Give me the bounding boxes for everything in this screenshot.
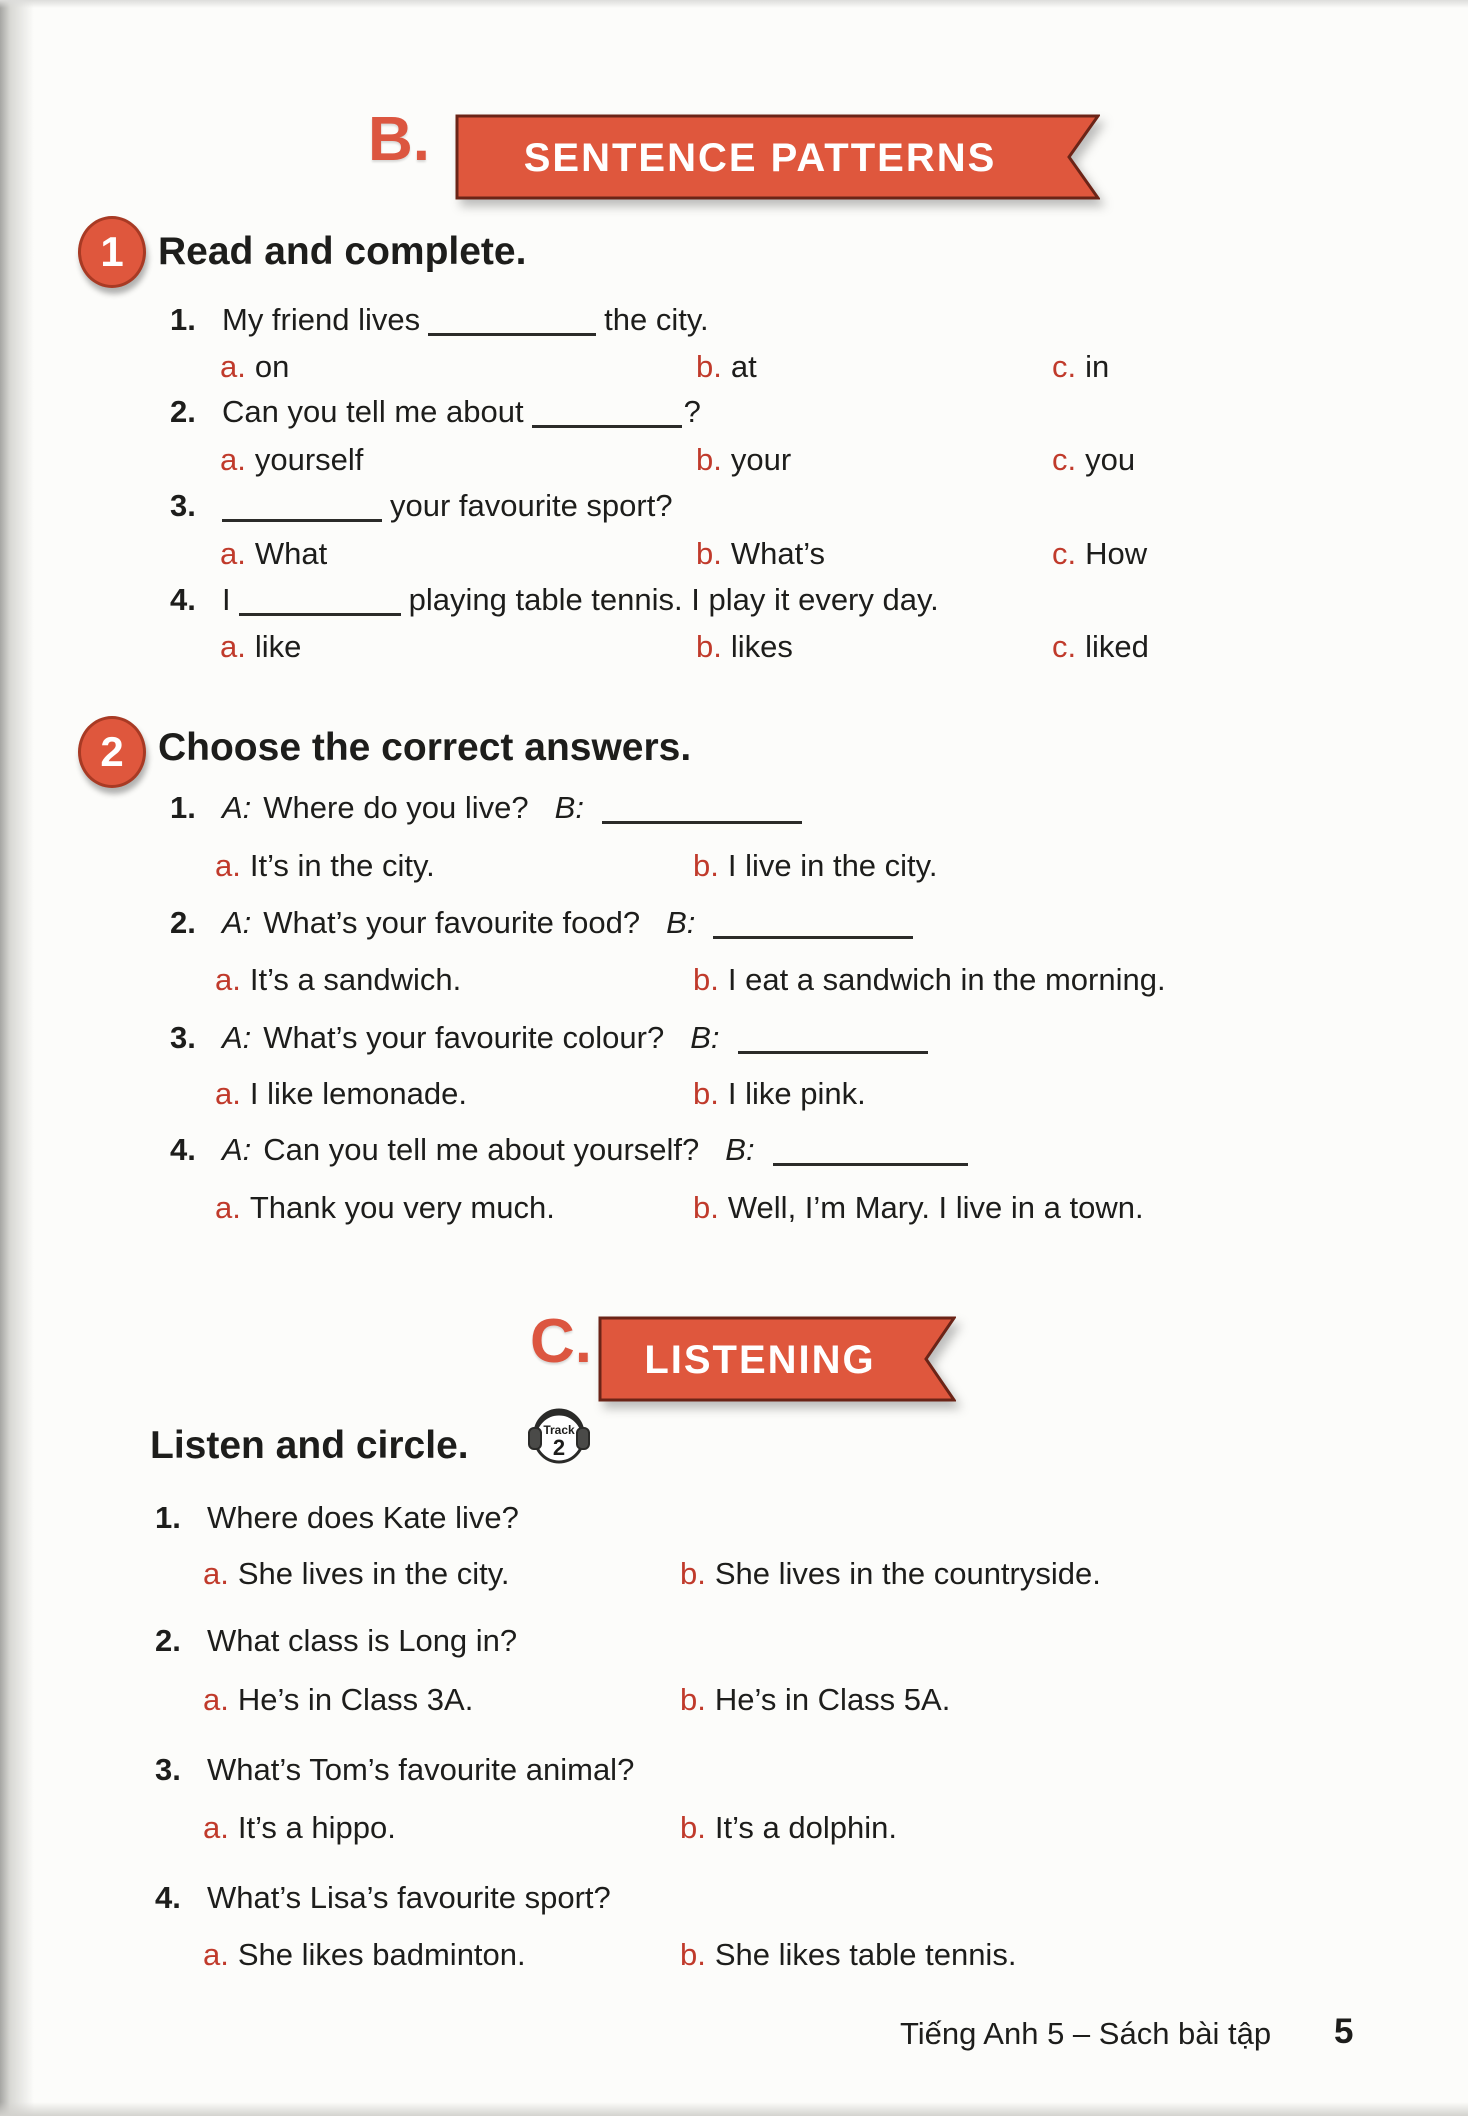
- option-letter: c.: [1052, 349, 1077, 384]
- track-number: 2: [552, 1435, 566, 1460]
- option-a: [215, 962, 461, 998]
- exercise1-title: Read and complete.: [158, 230, 527, 273]
- option-b: [693, 848, 937, 884]
- fill-blank: [239, 612, 401, 616]
- question-text-after: playing table tennis. I play it every day.: [408, 582, 939, 617]
- option-b: [693, 1190, 1144, 1226]
- option-a: [203, 1937, 526, 1973]
- question-text: Can you tell me about yourself?: [263, 1132, 700, 1167]
- option-a: [215, 1076, 467, 1112]
- listening-question-4: [155, 1880, 611, 1916]
- track-label: Track: [543, 1423, 575, 1437]
- option-letter: a.: [215, 1076, 241, 1111]
- section-b-title: SENTENCE PATTERNS: [523, 136, 997, 180]
- option-a: [220, 349, 289, 385]
- option-letter: b.: [693, 1076, 719, 1111]
- question-text: What’s your favourite food?: [263, 905, 641, 940]
- option-text: It’s a sandwich.: [249, 962, 462, 997]
- option-b: [680, 1682, 950, 1718]
- listening-title: Listen and circle.: [150, 1424, 469, 1467]
- speaker-a-label: A:: [222, 1132, 252, 1167]
- option-c: [1052, 349, 1109, 385]
- speaker-b-label: B:: [690, 1020, 720, 1055]
- ex2-q1-options: [0, 848, 1468, 890]
- listening-q3-options: [0, 1810, 1468, 1852]
- option-letter: c.: [1052, 442, 1077, 477]
- headphone-earcup-right: [577, 1428, 589, 1449]
- option-text: She likes badminton.: [237, 1937, 526, 1972]
- option-letter: a.: [215, 1190, 241, 1225]
- option-letter: b.: [680, 1810, 706, 1845]
- option-c: [1052, 442, 1135, 478]
- ex2-q2-options: [0, 962, 1468, 1004]
- exercise1-badge: [78, 216, 146, 288]
- ex2-q4-options: [0, 1190, 1468, 1232]
- speaker-b-label: B:: [725, 1132, 755, 1167]
- option-text: I like pink.: [727, 1076, 866, 1111]
- ex1-q3-options: [0, 536, 1468, 578]
- option-letter: b.: [696, 536, 722, 571]
- question-number: 1.: [170, 790, 196, 825]
- question-number: 2.: [170, 905, 196, 940]
- page-scan-left-edge: [0, 0, 34, 2116]
- question-text: What class is Long in?: [207, 1623, 518, 1658]
- option-text: I like lemonade.: [249, 1076, 467, 1111]
- option-b: [680, 1810, 897, 1846]
- option-letter: a.: [220, 442, 246, 477]
- section-c-letter: C.: [530, 1307, 592, 1376]
- option-letter: a.: [220, 536, 246, 571]
- option-letter: b.: [696, 629, 722, 664]
- listening-q4-options: [0, 1937, 1468, 1979]
- option-text: Well, I’m Mary. I live in a town.: [727, 1190, 1144, 1225]
- option-b: [696, 442, 791, 478]
- question-text: What’s Lisa’s favourite sport?: [207, 1880, 611, 1915]
- option-letter: b.: [680, 1937, 706, 1972]
- question-text-after: ?: [683, 394, 701, 429]
- option-a: [203, 1556, 510, 1592]
- option-a: [203, 1810, 396, 1846]
- option-text: yourself: [254, 442, 364, 477]
- listening-q2-options: [0, 1682, 1468, 1724]
- option-b: [680, 1556, 1101, 1592]
- option-text: He’s in Class 5A.: [714, 1682, 951, 1717]
- answer-blank: [713, 935, 913, 939]
- option-letter: a.: [215, 848, 241, 883]
- option-a: [215, 1190, 555, 1226]
- option-letter: a.: [203, 1682, 229, 1717]
- option-text: in: [1085, 349, 1110, 384]
- exercise2-badge-number: 2: [100, 728, 124, 775]
- option-text: How: [1085, 536, 1148, 571]
- exercise2-badge: [78, 716, 146, 788]
- question-text: What’s Tom’s favourite animal?: [207, 1752, 635, 1787]
- option-letter: a.: [203, 1556, 229, 1591]
- question-text-after: the city.: [604, 302, 709, 337]
- option-letter: b.: [680, 1682, 706, 1717]
- ex2-question-1: [170, 790, 810, 826]
- option-text: on: [254, 349, 290, 384]
- option-text: He’s in Class 3A.: [237, 1682, 474, 1717]
- fill-blank: [222, 518, 382, 522]
- footer-page-number: 5: [1334, 2012, 1354, 2051]
- fill-blank: [532, 424, 682, 428]
- option-b: [696, 629, 793, 665]
- question-number: 1.: [170, 302, 196, 337]
- question-number: 2.: [155, 1623, 181, 1658]
- question-number: 4.: [170, 582, 196, 617]
- ex1-question-4: [170, 582, 939, 618]
- listening-question-3: [155, 1752, 634, 1788]
- ex2-q3-options: [0, 1076, 1468, 1118]
- answer-blank: [602, 820, 802, 824]
- ex1-question-3: [170, 488, 673, 524]
- ex1-q2-options: [0, 442, 1468, 484]
- option-text: It’s a hippo.: [237, 1810, 396, 1845]
- audio-track-icon: [528, 1396, 590, 1466]
- exercise2-title: Choose the correct answers.: [158, 726, 692, 769]
- question-number: 2.: [170, 394, 196, 429]
- option-b: [680, 1937, 1016, 1973]
- option-text: likes: [730, 629, 793, 664]
- exercise1-badge-number: 1: [100, 228, 124, 275]
- question-number: 3.: [155, 1752, 181, 1787]
- option-text: It’s a dolphin.: [714, 1810, 897, 1845]
- footer-book-title: Tiếng Anh 5 – Sách bài tập: [900, 2016, 1272, 2051]
- section-b-ribbon: [455, 114, 1100, 200]
- question-number: 4.: [155, 1880, 181, 1915]
- option-text: liked: [1085, 629, 1149, 664]
- answer-blank: [738, 1050, 928, 1054]
- listening-q1-options: [0, 1556, 1468, 1598]
- question-text-after: your favourite sport?: [390, 488, 673, 523]
- option-a: [203, 1682, 473, 1718]
- option-letter: b.: [693, 1190, 719, 1225]
- option-b: [693, 1076, 866, 1112]
- section-b-letter: B.: [368, 105, 430, 174]
- ex1-q4-options: [0, 629, 1468, 671]
- option-text: at: [730, 349, 757, 384]
- option-letter: c.: [1052, 629, 1077, 664]
- question-number: 1.: [155, 1500, 181, 1535]
- question-number: 3.: [170, 1020, 196, 1055]
- page-scan-top-edge: [0, 0, 1468, 8]
- question-text: Where do you live?: [263, 790, 529, 825]
- option-letter: b.: [693, 962, 719, 997]
- question-text: What’s your favourite colour?: [263, 1020, 665, 1055]
- option-text: She lives in the city.: [237, 1556, 510, 1591]
- option-text: your: [730, 442, 792, 477]
- option-letter: a.: [220, 349, 246, 384]
- listening-question-1: [155, 1500, 519, 1536]
- option-text: It’s in the city.: [249, 848, 435, 883]
- option-b: [693, 962, 1166, 998]
- headphone-earcup-left: [529, 1428, 541, 1449]
- question-number: 4.: [170, 1132, 196, 1167]
- option-text: What’s: [730, 536, 826, 571]
- question-number: 3.: [170, 488, 196, 523]
- section-c-title: LISTENING: [644, 1338, 876, 1382]
- option-text: She likes table tennis.: [714, 1937, 1017, 1972]
- listening-question-2: [155, 1623, 517, 1659]
- option-a: [220, 442, 363, 478]
- option-text: you: [1085, 442, 1136, 477]
- option-text: What: [254, 536, 328, 571]
- question-text: My friend lives: [222, 302, 421, 337]
- option-letter: b.: [693, 848, 719, 883]
- ex1-question-1: [170, 302, 709, 338]
- option-letter: a.: [215, 962, 241, 997]
- question-text: Can you tell me about: [222, 394, 524, 429]
- option-text: She lives in the countryside.: [714, 1556, 1101, 1591]
- answer-blank: [773, 1162, 968, 1166]
- option-b: [696, 349, 757, 385]
- question-text: I: [222, 582, 231, 617]
- ex1-q1-options: [0, 349, 1468, 391]
- option-letter: c.: [1052, 536, 1077, 571]
- speaker-b-label: B:: [666, 905, 696, 940]
- fill-blank: [428, 332, 596, 336]
- ex2-question-3: [170, 1020, 936, 1056]
- option-text: I live in the city.: [727, 848, 938, 883]
- option-text: Thank you very much.: [249, 1190, 555, 1225]
- section-c-ribbon: [598, 1316, 956, 1402]
- option-letter: b.: [696, 349, 722, 384]
- option-letter: a.: [203, 1810, 229, 1845]
- option-text: like: [254, 629, 302, 664]
- option-letter: b.: [696, 442, 722, 477]
- option-letter: a.: [203, 1937, 229, 1972]
- option-a: [215, 848, 435, 884]
- option-letter: b.: [680, 1556, 706, 1591]
- page-scan-bottom-edge: [0, 2102, 1468, 2116]
- ex2-question-4: [170, 1132, 976, 1168]
- option-letter: a.: [220, 629, 246, 664]
- option-a: [220, 536, 327, 572]
- question-text: Where does Kate live?: [207, 1500, 519, 1535]
- option-text: I eat a sandwich in the morning.: [727, 962, 1166, 997]
- option-a: [220, 629, 301, 665]
- speaker-a-label: A:: [222, 905, 252, 940]
- speaker-b-label: B:: [554, 790, 584, 825]
- option-c: [1052, 629, 1149, 665]
- option-c: [1052, 536, 1147, 572]
- ex1-question-2: [170, 394, 701, 430]
- ex2-question-2: [170, 905, 921, 941]
- option-b: [696, 536, 825, 572]
- speaker-a-label: A:: [222, 790, 252, 825]
- speaker-a-label: A:: [222, 1020, 252, 1055]
